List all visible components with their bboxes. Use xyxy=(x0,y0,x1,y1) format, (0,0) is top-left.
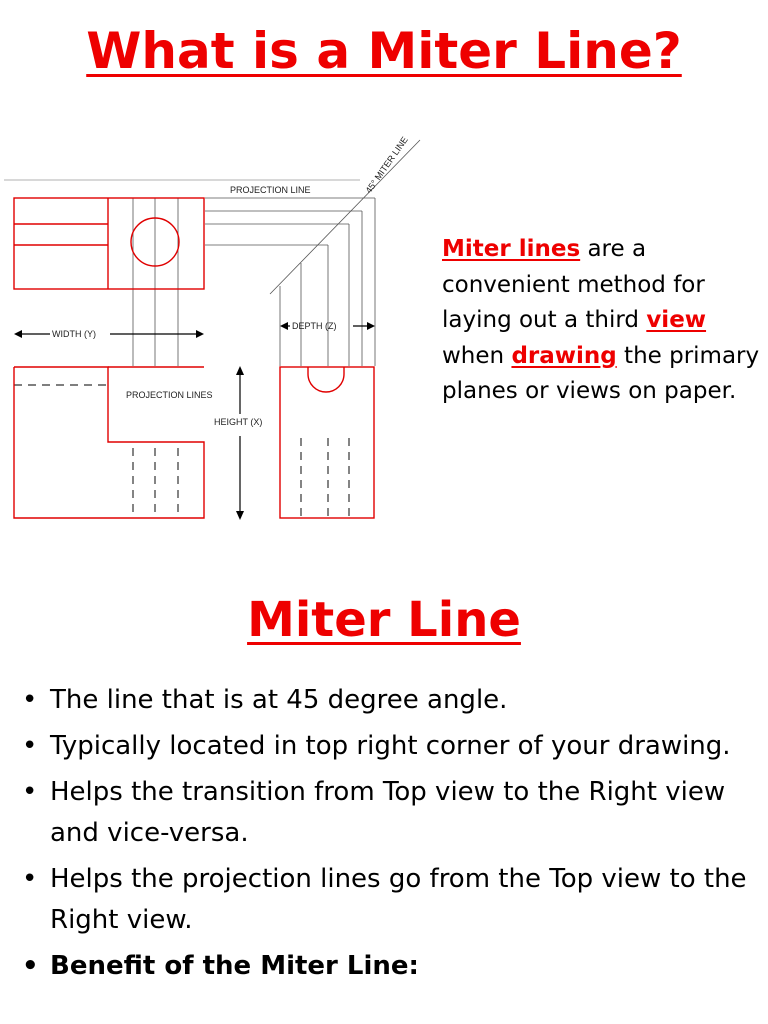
bullet-list xyxy=(22,680,752,992)
dimension-arrows xyxy=(14,322,375,520)
bullet-text: Typically located in top right corner of your drawing. xyxy=(50,731,731,761)
bullet-text: Benefit of the Miter Line: xyxy=(50,951,419,981)
bullet-text: The line that is at 45 degree angle. xyxy=(50,685,508,715)
desc-text-1: are a convenient method for laying out a third xyxy=(442,236,705,333)
drawing-link[interactable]: drawing xyxy=(511,342,617,369)
label-projection-line: PROJECTION LINE xyxy=(230,185,311,195)
list-item xyxy=(22,772,752,854)
label-projection-lines: PROJECTION LINES xyxy=(126,390,213,400)
miter-lines-link[interactable]: Miter lines xyxy=(442,236,581,262)
bullet-text: Helps the transition from Top view to the Right view and vice-versa. xyxy=(50,777,726,848)
section-title: Miter Line xyxy=(247,592,521,648)
label-height: HEIGHT (X) xyxy=(214,417,263,427)
bullet-marker: • xyxy=(22,864,38,894)
bullet-marker: • xyxy=(22,777,38,807)
miter-description xyxy=(442,232,762,410)
label-miter-line: 45° MITER LINE xyxy=(363,134,410,196)
list-item xyxy=(22,680,752,721)
list-item xyxy=(22,859,752,941)
hidden-lines xyxy=(14,385,349,518)
view-link[interactable]: view xyxy=(646,307,707,333)
page-title: What is a Miter Line? xyxy=(86,22,682,80)
label-width: WIDTH (Y) xyxy=(52,329,96,339)
miter-line-diagram xyxy=(0,118,432,530)
desc-text-3: the primary planes or views on paper. xyxy=(442,342,760,404)
bullet-text: Helps the projection lines go from the Top view to the Right view. xyxy=(50,864,747,935)
label-depth: DEPTH (Z) xyxy=(292,321,337,331)
list-item xyxy=(22,946,752,987)
list-item xyxy=(22,726,752,767)
bullet-marker: • xyxy=(22,731,38,761)
bullet-marker: • xyxy=(22,951,39,981)
bullet-marker: • xyxy=(22,685,38,715)
desc-text-2: when xyxy=(442,342,512,369)
view-outlines xyxy=(14,198,374,518)
